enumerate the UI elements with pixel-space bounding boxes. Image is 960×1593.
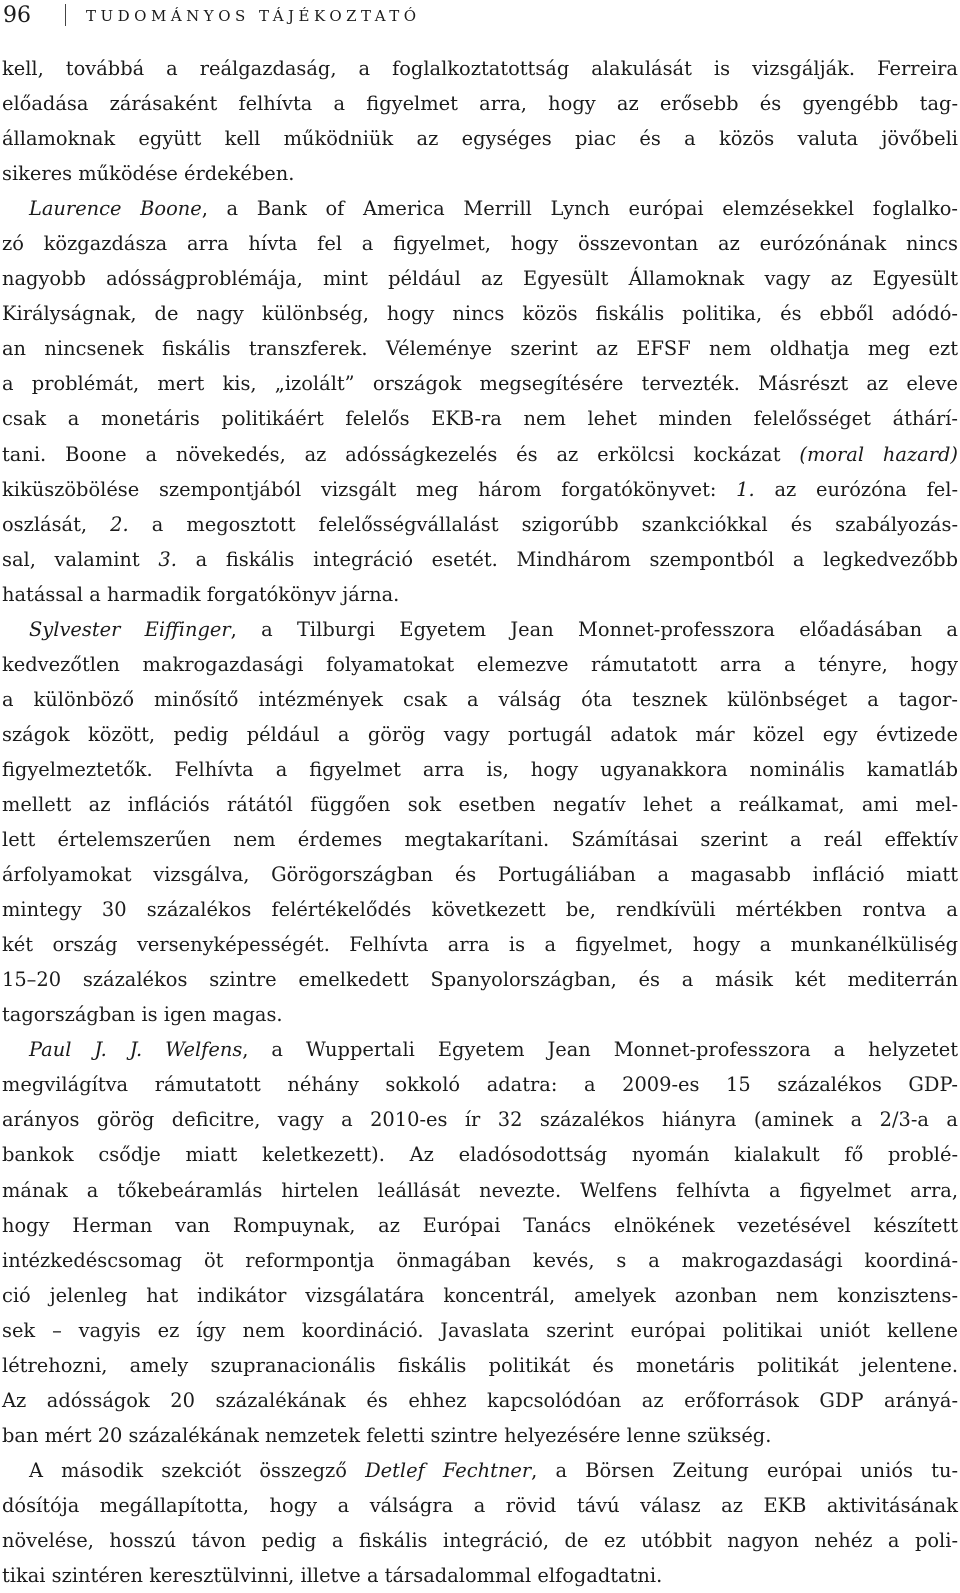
text-line <box>2 401 958 436</box>
text-line <box>2 86 958 121</box>
text-line <box>2 1313 958 1348</box>
text-run: hatással a harmadik forgatókönyv járna. <box>2 582 400 606</box>
text-line <box>2 1488 958 1523</box>
text-line <box>2 1067 958 1102</box>
text-run: a különböző minősítő intézmények csak a válság óta tesznek különbséget a tagor- <box>2 687 958 711</box>
page-header <box>0 0 960 40</box>
body-text <box>2 51 958 1593</box>
text-run: lett értelemszerűen nem érdemes megtakarítani. Számításai szerint a reál effektív <box>2 828 958 852</box>
text-line <box>2 1137 958 1172</box>
text-line <box>2 1243 958 1278</box>
text-run: a problémát, mert kis, „izolált” országok megsegítésére tervezték. Másrészt az eleve <box>2 372 958 396</box>
text-line <box>2 121 958 156</box>
text-line <box>2 1208 958 1243</box>
running-title: TUDOMÁNYOS TÁJÉKOZTATÓ <box>86 7 421 25</box>
text-line <box>2 822 958 857</box>
text-run: mintegy 30 százalékos felértékelődés következett be, rendkívüli mértékben rontva a <box>2 898 958 922</box>
text-run: , a Bank of America Merrill Lynch európai elemzésekkel foglalko- <box>201 197 958 221</box>
text-run: sal, valamint <box>2 547 159 571</box>
text-run: a fiskális integráció esetét. Mindhárom szempontból a legkedvezőbb <box>176 547 958 571</box>
page-number: 96 <box>3 3 31 28</box>
text-line <box>2 1278 958 1313</box>
text-run: sikeres működése érdekében. <box>2 162 295 186</box>
text-line <box>2 1032 958 1067</box>
text-line <box>2 226 958 261</box>
text-line <box>2 472 958 507</box>
text-line <box>2 1102 958 1137</box>
text-line <box>2 612 958 647</box>
text-run: hogy Herman van Rompuynak, az Európai Tanács elnökének vezetésével készített <box>2 1213 958 1237</box>
text-run: oszlását, <box>2 512 111 536</box>
text-line <box>2 577 958 612</box>
text-line <box>2 156 958 191</box>
text-run: Az adósságok 20 százalékának és ehhez kapcsolódóan az erőforrások GDP arányá- <box>2 1388 958 1412</box>
text-line <box>2 191 958 226</box>
italic-text: 2. <box>110 512 129 536</box>
text-line <box>2 647 958 682</box>
text-run: tikai szintéren keresztülvinni, illetve a társadalommal elfogadtatni. <box>2 1564 663 1588</box>
text-run: csak a monetáris politikáért felelős EKB-ra nem lehet minden felelősséget áthárí- <box>2 407 958 431</box>
text-run: intézkedéscsomag öt reformpontja önmagában kevés, s a makrogazdasági koordiná- <box>2 1248 958 1272</box>
text-run: , a Wuppertali Egyetem Jean Monnet-professzora a helyzetet <box>242 1038 958 1062</box>
text-run: dósítója megállapította, hogy a válságra a rövid távú válasz az EKB aktivitásának <box>2 1493 958 1517</box>
text-line <box>2 1348 958 1383</box>
italic-text: (moral hazard) <box>799 442 958 466</box>
text-line <box>2 1523 958 1558</box>
text-line <box>2 717 958 752</box>
text-line <box>2 962 958 997</box>
italic-text: Paul J. J. Welfens <box>29 1038 243 1062</box>
text-run: zó közgazdásza arra hívta fel a figyelmet, hogy összevontan az eurózónának nincs <box>2 232 958 256</box>
text-run: mellett az inflációs rátától függően sok esetben negatív lehet a reálkamat, ami mel- <box>2 792 958 816</box>
text-run: mának a tőkebeáramlás hirtelen leállását nevezte. Welfens felhívta a figyelmet arra, <box>2 1178 958 1202</box>
text-run: an nincsenek fiskális transzferek. Véleménye szerint az EFSF nem oldhatja meg ezt <box>2 337 958 361</box>
text-run: az eurózóna fel- <box>754 477 958 501</box>
text-run: arányos görög deficitre, vagy a 2010-es ír 32 százalékos hiányra (aminek a 2/3-a a <box>2 1108 958 1132</box>
text-run: ban mért 20 százalékának nemzetek feletti szintre helyezésére lenne szükség. <box>2 1423 772 1447</box>
text-run: kedvezőtlen makrogazdasági folyamatokat elemezve rámutatott arra a tényre, hogy <box>2 652 958 676</box>
text-line <box>2 1418 958 1453</box>
text-line <box>2 437 958 472</box>
italic-text: 1. <box>736 477 755 501</box>
italic-text: Sylvester Eiffinger <box>29 617 231 641</box>
text-run: tagországban is igen magas. <box>2 1003 283 1027</box>
text-line <box>2 1453 958 1488</box>
text-line <box>2 1558 958 1593</box>
italic-text: Detlef Fechtner <box>365 1458 532 1482</box>
text-run: Királyságnak, de nagy különbség, hogy nincs közös fiskális politika, és ebből adódó- <box>2 302 958 326</box>
text-line <box>2 857 958 892</box>
text-run: két ország versenyképességét. Felhívta arra is a figyelmet, hogy a munkanélküliség <box>2 933 958 957</box>
text-line <box>2 1173 958 1208</box>
text-line <box>2 752 958 787</box>
text-run: , a Börsen Zeitung európai uniós tu- <box>531 1458 958 1482</box>
text-run: a megosztott felelősségvállalást szigorúbb szankciókkal és szabályozás- <box>128 512 958 536</box>
text-line <box>2 331 958 366</box>
text-line <box>2 261 958 296</box>
italic-text: Laurence Boone <box>29 197 202 221</box>
text-run: előadása zárásaként felhívta a figyelmet arra, hogy az erősebb és gyengébb tag- <box>2 92 958 116</box>
text-run: államoknak együtt kell működniük az egységes piac és a közös valuta jövőbeli <box>2 127 958 151</box>
text-line <box>2 366 958 401</box>
text-run: ció jelenleg hat indikátor vizsgálatára koncentrál, amelyek azonban nem konzisztens- <box>2 1283 958 1307</box>
text-line <box>2 787 958 822</box>
text-line <box>2 892 958 927</box>
text-run: , a Tilburgi Egyetem Jean Monnet-professzora előadásában a <box>230 617 958 641</box>
text-line <box>2 51 958 86</box>
text-run: árfolyamokat vizsgálva, Görögországban és Portugáliában a magasabb infláció miatt <box>2 863 958 887</box>
text-line <box>2 542 958 577</box>
text-run: figyelmeztetők. Felhívta a figyelmet arra is, hogy ugyanakkora nominális kamatláb <box>2 757 958 781</box>
text-line <box>2 296 958 331</box>
header-divider <box>65 4 66 26</box>
italic-text: 3. <box>158 547 177 571</box>
text-run: kiküszöbölése szempontjából vizsgált meg három forgatókönyvet: <box>2 477 737 501</box>
text-run: megvilágítva rámutatott néhány sokkoló adatra: a 2009-es 15 százalékos GDP- <box>2 1073 958 1097</box>
text-run: 15–20 százalékos szintre emelkedett Spanyolországban, és a másik két mediterrán <box>2 968 958 992</box>
text-run: létrehozni, amely szupranacionális fiskális politikát és monetáris politikát jelentene. <box>2 1353 958 1377</box>
text-run: bankok csődje miatt keletkezett). Az eladósodottság nyomán kialakult fő problé- <box>2 1143 958 1167</box>
text-line <box>2 997 958 1032</box>
text-line <box>2 507 958 542</box>
text-line <box>2 682 958 717</box>
text-run: kell, továbbá a reálgazdaság, a foglalkoztatottság alakulását is vizsgálják. Ferreira <box>2 57 958 80</box>
text-run: növelése, hosszú távon pedig a fiskális integráció, de ez utóbbit nagyon nehéz a poli- <box>2 1528 958 1552</box>
text-run: tani. Boone a növekedés, az adósságkezelés és az erkölcsi kockázat <box>2 442 800 466</box>
text-run: sek – vagyis ez így nem koordináció. Javaslata szerint európai politikai uniót kellene <box>2 1318 958 1342</box>
text-line <box>2 927 958 962</box>
text-run: szágok között, pedig például a görög vagy portugál adatok már közel egy évtizede <box>2 722 958 746</box>
text-run: nagyobb adósságproblémája, mint például az Egyesült Államoknak vagy az Egyesült <box>2 267 958 291</box>
text-run: A második szekciót összegző <box>29 1458 366 1482</box>
text-line <box>2 1383 958 1418</box>
